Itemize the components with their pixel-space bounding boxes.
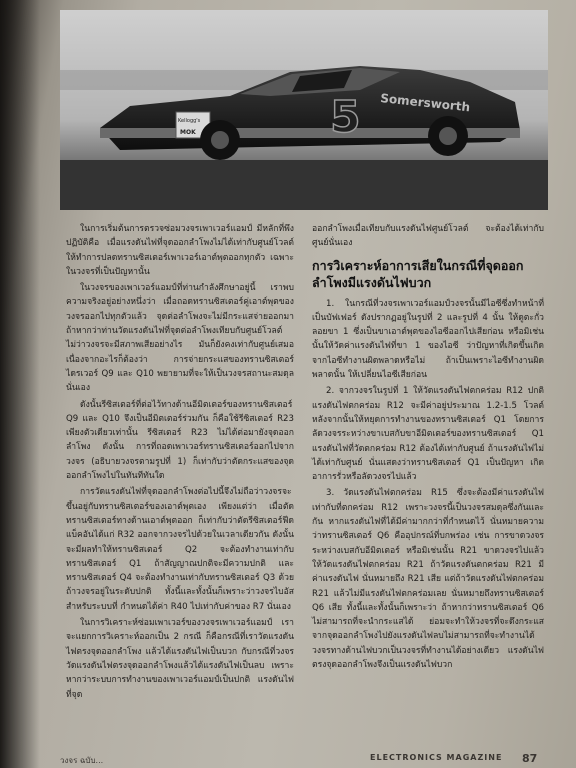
right-paragraph-2: 2. จากวงจรในรูปที่ 1 ให้วัดแรงดันไฟตกคร่อม R12 ปกติแรงดันไฟตกคร่อม R12 จะมีค่าอยู่ประมาณ 1.2-1.5 โวลต์ หลังจากนั้นให้หยุดการทำงานของทรานซิสเตอร์ Q1 โดยการลัดวงจรระหว่างขาเบสกับขาอีมิตเตอร์ของทรานซิสเตอร์ Q1 แรงดันไฟที่วัดตกคร่อม R12 ต้องได้เท่ากับศูนย์ ถ้าแรงดันไฟไม่ได้เท่ากับศูนย์ นั่นแสดงว่าทรานซิสเตอร์ Q1 เป็นปัญหา เกิดอาการรั่วหรือลัดวงจรไปแล้ว <box>312 386 544 483</box>
race-car-illustration <box>60 10 548 210</box>
car-number: 5 <box>330 92 361 143</box>
left-paragraph-1: ในการเริ่มต้นการตรวจซ่อมวงจรเพาเวอร์แอมป์ มีหลักที่พึงปฏิบัติคือ เมื่อแรงดันไฟที่จุดออกลำโพงไม่ได้เท่ากับศูนย์โวลต์ ให้ทำการปลดทรานซิสเตอร์เพาเวอร์เอาต์พุตออกทุกตัว เฉพาะในวงจรที่เป็นปัญหานั้น <box>66 224 294 277</box>
right-paragraph-1: 1. ในกรณีที่วงจรเพาเวอร์แอมป์วงจรนั้นมีไอซีซึ่งทำหน้าที่เป็นบัฟเฟอร์ ดังปรากฏอยู่ในรูปที่ 2 และรูปที่ 4 นั้น ให้ดูตะกั่วลอยขา 1 ซึ่งเป็นขาเอาต์พุตของไอซีออกไปเสียก่อน หรือมิเช่นนั้นให้วัดค่าแรงดันไฟที่ขา 1 ของไอซี ว่าปัญหาที่เกิดขึ้นเกิดจากไอซีทำงานผิดพลาดหรือไม่ ถ้าเป็นเพราะไอซีทำงานผิดพลาดนั้น ให้เปลี่ยนไอซีเสียก่อน <box>312 298 544 381</box>
race-car-photo <box>60 10 548 210</box>
left-column <box>66 222 294 704</box>
page-binding-shadow <box>0 0 40 768</box>
left-paragraph-3: ดังนั้นรีซิสเตอร์ที่ต่อไว้ทางด้านอีมิตเตอร์ของทรานซิสเตอร์ Q9 และ Q10 จึงเป็นอีมิตเตอร์ร่วมกัน ก็คือใช้รีซิสเตอร์ R23 เพียงตัวเดียวเท่านั้น รีซิสเตอร์ R23 ไม่ได้ต่อมายังจุดออกลำโพง ดังนั้น การที่ถอดเพาเวอร์ทรานซิสเตอร์ออกไปจากวงจร (อธิบายวงจรตามรูปที่ 1) ก็เท่ากับว่าตัดกระแสของจุดออกลำโพงไปในทันทีทันใด <box>66 399 294 482</box>
section-heading: การวิเคราะห์อาการเสียในกรณีที่จุดออกลำโพงมีแรงดันไฟบวก <box>312 257 524 290</box>
left-paragraph-2: ในวงจรของเพาเวอร์แอมป์ที่ท่านกำลังศึกษาอยู่นี้ เราพบความจริงอยู่อย่างหนึ่งว่า เมื่อถอดทรานซิสเตอร์คู่เอาต์พุตของวงจรออกไปทุกตัวแล้ว จุดต่อลำโพงจะไม่มีกระแสจ่ายออกมา ถ้าหากว่าท่านวัดแรงดันไฟที่จุดต่อลำโพงเทียบกับศูนย์โวลต์ ไม่ว่าวงจรจะมีสภาพเสียอย่างไร มันก็ยังคงเท่ากับศูนย์เสมอ เนื่องจากอะไรก็ต้องว่า การจ่ายกระแสของทรานซิสเตอร์ไดรเวอร์ Q9 และ Q10 พยายามที่จะให้เป็นวงจรสถานะสมดุลนั่นเอง <box>66 283 294 394</box>
right-paragraph-3: 3. วัดแรงดันไฟตกคร่อม R15 ซึ่งจะต้องมีค่าแรงดันไฟเท่ากับที่ตกคร่อม R12 เพราะวงจรนี้เป็นวงจรสมดุลซึ่งกันและกัน หากแรงดันไฟที่ได้มีค่ามากกว่าที่กำหนดไว้ นั่นหมายความว่าทรานซิสเตอร์ Q6 คืออุปกรณ์ที่บกพร่อง เช่น การขาดวงจรระหว่างเบสกับอีมิตเตอร์ หรือมิเช่นนั้น R21 ขาดวงจรไปแล้ว ให้วัดแรงดันไฟตกคร่อม R21 ถ้าวัดแรงดันตกคร่อม R21 มีค่าแรงดันไฟ นั่นหมายถึง R21 เสีย แต่ถ้าวัดแรงดันไฟตกคร่อม R21 แล้วไม่มีแรงดันไฟตกคร่อมเลย นั่นหมายถึงทรานซิสเตอร์ Q6 เสีย ทั้งนี้และทั้งนั้นก็เพราะว่า ถ้าหากว่าทรานซิสเตอร์ Q6 ไม่สามารถที่จะนำกระแสได้ ย่อมจะทำให้วงจรที่จะดึงกระแสจากจุดออกลำโพงไปยังแรงดันไฟลบไม่สามารถที่จะทำงานได้ วงจรทางด้านไฟบวกเป็นวงจรที่ทำงานได้อย่างเดียว แรงดันไฟตรงจุดออกลำโพงจึงเป็นแรงดันไฟบวก <box>312 488 544 671</box>
footer-magazine-name: ELECTRONICS MAGAZINE <box>370 753 503 762</box>
page-number: 87 <box>522 752 538 765</box>
right-intro: ออกลำโพงเมื่อเทียบกับแรงดันไฟศูนย์โวลต์ จะต้องได้เท่ากับศูนย์นั่นเอง <box>312 224 544 249</box>
right-column <box>312 222 544 674</box>
decal-2: MOK <box>180 129 196 136</box>
decal-1: Kellogg's <box>178 118 201 124</box>
sponsor-text: Somersworth <box>379 91 471 115</box>
left-paragraph-4: การวัดแรงดันไฟที่จุดออกลำโพงต่อไปนี้จึงไม่ถือว่าวงจรจะขึ้นอยู่กับทรานซิสเตอร์ของเอาต์พุตเอง เพียงแต่ว่า เมื่อตัดทรานซิสเตอร์ทางด้านเอาต์พุตออก ก็เท่ากับว่าตัดรีซิสเตอร์ฟีดแบ็คอันได้แก่ R32 ออกจากวงจรไปด้วยในเวลาเดียวกัน ดังนั้นจะมีผลทำให้ทรานซิสเตอร์ Q2 จะต้องทำงานเท่ากับทรานซิสเตอร์ Q1 ถ้าสัญญาณปกติจะมีความปกติ และทรานซิสเตอร์ Q4 จะต้องทำงานเท่ากับทรานซิสเตอร์ Q3 ด้วย ถ้าวงจรอยู่ในระดับปกติ ทั้งนี้และทั้งนั้นก็เพราะว่าวงจรไบอัสสำหรับระบบที่ กำหนดได้ค่า R40 ไปเท่ากับค่าของ R7 นั่นเอง <box>66 487 294 612</box>
page-footer <box>40 752 550 768</box>
footer-left-text: วงจร ฉบับ... <box>60 756 104 765</box>
left-paragraph-5: ในการวิเคราะห์ซ่อมเพาเวอร์ของวงจรเพาเวอร์แอมป์ เราจะแยกการวิเคราะห์ออกเป็น 2 กรณี ก็คือกรณีที่เราวัดแรงดันไฟตรงจุดออกลำโพง แล้วได้แรงดันไฟเป็นบวก กับกรณีที่วงจรวัดแรงดันไฟตรงจุดออกลำโพงแล้วได้แรงดันไฟเป็นลบ เพราะหากว่าระบบการทำงานของเพาเวอร์แอมป์เป็นปกติ แรงดันไฟที่จุด <box>66 618 294 700</box>
